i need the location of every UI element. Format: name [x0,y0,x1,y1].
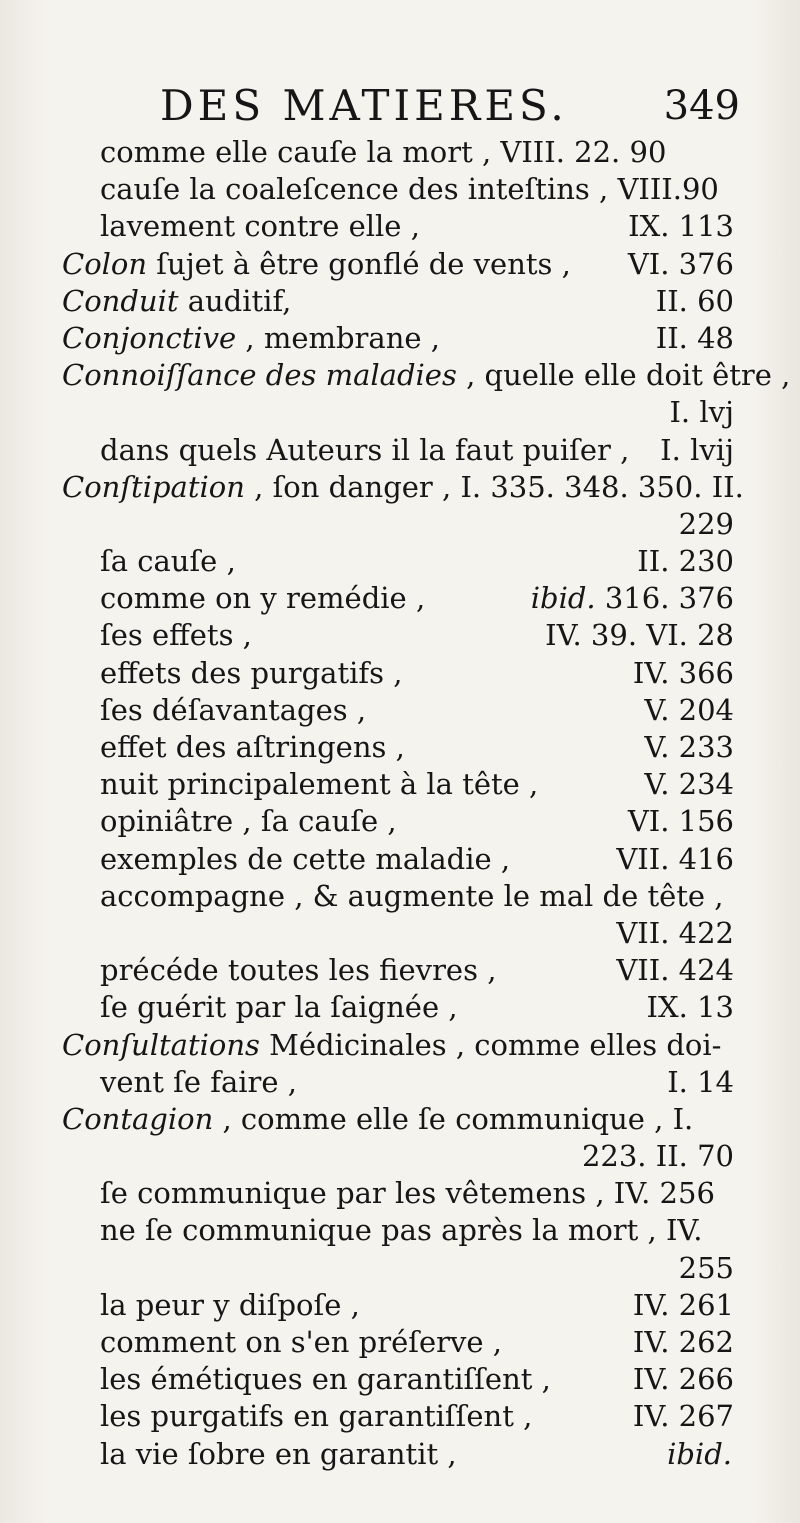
index-line [0,1064,800,1101]
index-line [0,1324,800,1361]
ibid-reference: ibid. [530,581,596,616]
entry-heading: Conſtipation [62,469,245,504]
entry-heading: Contagion [62,1101,214,1136]
entry-text: Conjonctive , membrane , [62,320,440,355]
index-line [0,617,800,654]
page-reference: 229 [678,506,734,541]
page-reference: IV. 266 [632,1362,734,1397]
entry-text: comment on s'en préſerve , [100,1325,503,1359]
entry-text: Connoiſſance des maladies , quelle elle doit être , [62,358,791,393]
entry-text: Conſultations Médicinales , comme elles doi- [62,1027,722,1062]
entry-text: Contagion , comme elle ſe communique , I. [62,1101,694,1136]
entry-text: cauſe la coaleſcence des inteſtins , VIII.90 [100,172,719,207]
page-reference: VII. 416 [616,841,734,876]
index-line [0,171,800,208]
index-line [0,878,800,915]
entry-text: Conſtipation , ſon danger , I. 335. 348. 350. II. [62,469,744,504]
index-line [0,1101,800,1138]
index-line [0,655,800,692]
entry-text: opiniâtre , ſa cauſe , [100,804,397,839]
entry-text: vent ſe faire , [100,1064,297,1099]
page-reference: VII. 424 [616,953,734,988]
page-reference: V. 204 [644,692,734,727]
page-reference: IV. 366 [632,655,734,690]
entry-text: exemples de cette maladie , [100,841,511,876]
page-reference: VI. 376 [627,246,734,281]
page-reference: ibid. 316. 376 [530,581,734,616]
entry-text: effet des aſtringens , [100,730,405,764]
index-line [0,580,800,617]
index-line [0,803,800,840]
entry-heading: Conduit [62,283,179,318]
index-line [0,1287,800,1324]
index-line [0,134,800,171]
index-line [0,989,800,1026]
index-line [0,841,800,878]
entry-text: nuit principalement à la tête , [100,767,539,802]
index-line [0,506,800,543]
entry-text: ſes déſavantages , [100,692,367,727]
entry-text: la vie ſobre en garantit , [100,1436,457,1471]
entry-text: effets des purgatifs , [100,655,403,690]
page-reference: VI. 156 [627,804,734,839]
entry-heading: Conſultations [62,1027,260,1062]
ibid-reference: ibid. [667,1436,732,1471]
page-reference: IV. 267 [632,1399,734,1434]
page-reference: IV. 39. VI. 28 [545,618,734,653]
entry-text: ſe guérit par la ſaignée , [100,990,458,1025]
index-line [0,1175,800,1212]
index-entries [0,134,800,1473]
index-line [0,1138,800,1175]
entry-text: accompagne , & augmente le mal de tête , [100,878,724,913]
index-line [0,357,800,394]
index-line [0,543,800,580]
index-line [0,320,800,357]
entry-text: comme on y remédie , [100,581,426,616]
index-line [0,1398,800,1435]
header-title: DES MATIERES. [160,81,568,130]
page-reference: 255 [678,1250,734,1285]
entry-text: les purgatifs en garantiſſent , [100,1399,533,1434]
page-number: 349 [663,83,740,129]
entry-text: ſa cauſe , [100,544,236,579]
page-reference: 223. II. 70 [581,1139,734,1174]
page-reference: IX. 13 [646,990,734,1025]
entry-text: précéde toutes les fievres , [100,953,497,988]
page-reference: IX. 113 [628,209,734,244]
index-line [0,1250,800,1287]
index-line [0,915,800,952]
running-header [160,78,740,134]
entry-text: ſes effets , [100,618,252,653]
index-line [0,1436,800,1473]
page-reference: VII. 422 [616,915,734,950]
index-line [0,208,800,245]
index-line [0,246,800,283]
entry-text: les émétiques en garantiſſent , [100,1362,551,1397]
entry-text: la peur y diſpoſe , [100,1287,360,1322]
entry-text: dans quels Auteurs il la faut puiſer , [100,432,630,467]
entry-heading: Colon [62,246,148,281]
page-reference: IV. 262 [632,1325,734,1359]
page-reference: V. 234 [644,767,734,802]
page-reference: I. lvj [669,395,734,430]
page-reference: I. 14 [667,1064,734,1099]
entry-text: comme elle cauſe la mort , VIII. 22. 90 [100,135,667,169]
index-line [0,1361,800,1398]
index-line [0,952,800,989]
entry-heading: Connoiſſance des maladies [62,358,457,393]
page-reference: V. 233 [644,730,734,764]
entry-text: ne ſe communique pas après la mort , IV. [100,1213,703,1248]
entry-text: Colon ſujet à être gonflé de vents , [62,246,571,281]
entry-text: lavement contre elle , [100,209,420,244]
page-reference: II. 48 [655,320,734,355]
index-line [0,692,800,729]
entry-text: ſe communique par les vêtemens , IV. 256 [100,1176,715,1211]
page-reference: IV. 261 [632,1287,734,1322]
index-line [0,729,800,766]
index-line [0,283,800,320]
index-line [0,432,800,469]
index-line [0,766,800,803]
page-reference: I. lvij [660,432,734,467]
page-reference: II. 230 [637,544,734,579]
page-reference [667,1436,732,1473]
entry-text: Conduit auditif, [62,283,292,318]
index-line [0,1027,800,1064]
index-line [0,1212,800,1249]
page-reference: II. 60 [655,283,734,318]
index-line [0,469,800,506]
entry-heading: Conjonctive [62,320,237,355]
index-line [0,394,800,431]
